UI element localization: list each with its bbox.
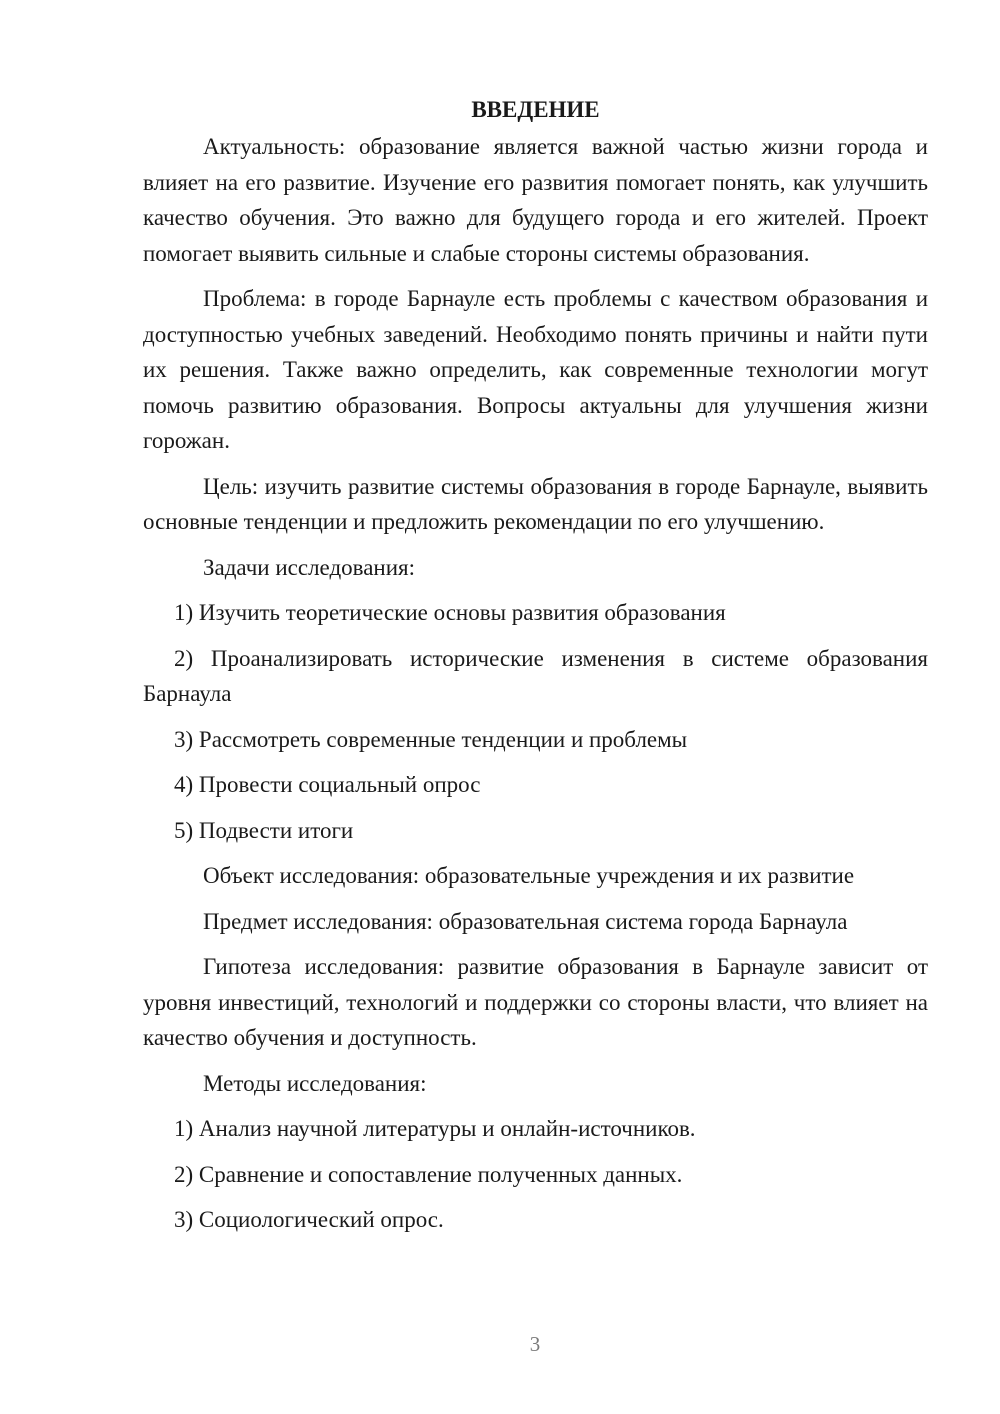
subject-line: Предмет исследования: образовательная система города Барнаула: [203, 908, 848, 934]
method-item-2: 2) Сравнение и сопоставление полученных данных.: [174, 1161, 683, 1187]
hypothesis-paragraph: Гипотеза исследования: развитие образования в Барнауле зависит от уровня инвестиций, технологий и поддержки со стороны власти, что влияет на качество обучения и доступность.: [143, 954, 928, 1050]
page-number: 3: [529, 1332, 541, 1356]
task-item-3: 3) Рассмотреть современные тенденции и проблемы: [174, 726, 688, 752]
methods-heading: Методы исследования:: [203, 1070, 427, 1096]
task-item-5: 5) Подвести итоги: [174, 817, 354, 843]
section-title: ВВЕДЕНИЕ: [471, 97, 600, 122]
task-item-4: 4) Провести социальный опрос: [174, 772, 481, 797]
problem-paragraph: Проблема: в городе Барнауле есть проблемы с качеством образования и доступностью учебных заведений. Необходимо понять причины и найти пути их решения. Также важно определить, как современные технологии могут помочь развитию образования. Вопросы актуальны для улучшения жизни горожан.: [143, 286, 928, 453]
task-item-1: 1) Изучить теоретические основы развития образования: [174, 600, 726, 625]
task-item-2: 2) Проанализировать исторические изменения в системе образования Барнаула: [143, 645, 928, 706]
object-line: Объект исследования: образовательные учреждения и их развитие: [203, 863, 855, 888]
document-page: [143, 92, 928, 1248]
method-item-3: 3) Социологический опрос.: [174, 1207, 444, 1232]
method-item-1: 1) Анализ научной литературы и онлайн-источников.: [174, 1116, 696, 1141]
relevance-paragraph: Актуальность: образование является важной частью жизни города и влияет на его развитие. Изучение его развития помогает понять, как улучшить качество обучения. Это важно для будущего города и его жителей. Проект помогает выявить сильные и слабые стороны системы образования.: [143, 134, 928, 266]
goal-paragraph: Цель: изучить развитие системы образования в городе Барнауле, выявить основные тенденции и предложить рекомендации по его улучшению.: [143, 473, 928, 534]
tasks-heading: Задачи исследования:: [203, 554, 416, 580]
